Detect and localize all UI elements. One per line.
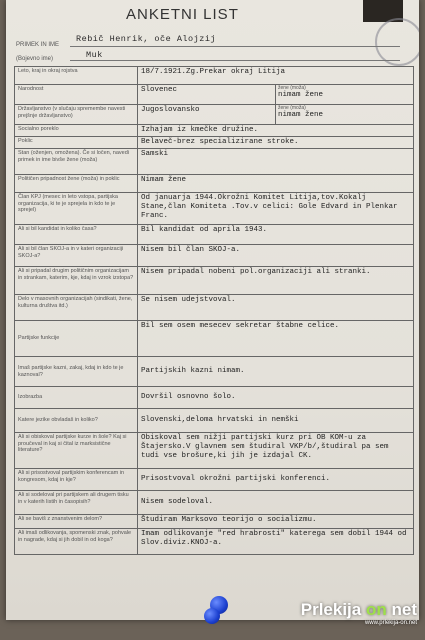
- alias-label: (Bojevno ime): [16, 56, 54, 62]
- row-label: Izobrazba: [15, 387, 138, 409]
- round-stamp: [375, 18, 419, 66]
- row-value: Izhajam iz kmečke družine.: [138, 125, 414, 137]
- row-value: Samski: [138, 149, 414, 175]
- row-value: Nisem bil član SKOJ-a.: [138, 245, 414, 267]
- row-value: Jugoslovansko: [138, 105, 276, 125]
- surname-label: PRIMEK IN IME: [16, 42, 60, 48]
- spouse-cell: [276, 85, 414, 105]
- spouse-label: žene (moža): [278, 105, 306, 111]
- row-label: Ali si sodeloval pri partijskem ali drugem tisku in v katerih listih in časopisih?: [15, 491, 138, 515]
- spouse-cell: [276, 105, 414, 125]
- brand-part1: Prlekija: [300, 600, 362, 619]
- form-row: [15, 321, 414, 357]
- brand-part2: on: [365, 600, 387, 619]
- form-row: [15, 515, 414, 529]
- form-row: [15, 67, 414, 85]
- alias-underline: [70, 60, 400, 61]
- row-label: Ali si bil član SKOJ-a in v kateri organizaciji SKOJ-a?: [15, 245, 138, 267]
- row-label: Partijske funkcije: [15, 321, 138, 357]
- row-value: Bil sem osem mesecev sekretar štabne celice.: [138, 321, 414, 357]
- row-label: Ali si prisostvoval partijskim konferencam in kongresom, kdaj in kje?: [15, 469, 138, 491]
- form-row: [15, 175, 414, 193]
- row-label: Političen pripadnost žene (moža) in poklic: [15, 175, 138, 193]
- push-pin-icon: [204, 608, 220, 624]
- form-row: [15, 267, 414, 295]
- spouse-value: nimam žene: [278, 91, 324, 99]
- row-value: Partijskih kazni nimam.: [138, 357, 414, 387]
- form-row: [15, 357, 414, 387]
- row-label: Ali si obiskoval partijske kurze in šole? Kaj si proučeval in kaj si čital iz marksistične literature?: [15, 433, 138, 469]
- form-row: [15, 433, 414, 469]
- row-value: Bil kandidat od aprila 1943.: [138, 225, 414, 245]
- form-row: [15, 469, 414, 491]
- form-row: [15, 137, 414, 149]
- row-label: Delo v masovnih organizacijah (sindikati, žene, kulturna društva itd.): [15, 295, 138, 321]
- form-row: [15, 295, 414, 321]
- surname-underline: [70, 46, 400, 47]
- watermark-url: www.prlekija-on.net: [364, 620, 417, 626]
- form-row: [15, 149, 414, 175]
- form-table: [14, 66, 414, 555]
- row-label: Stan (oženjen, omožena). Če si ločen, navedi primek in ime bivše žene (moža): [15, 149, 138, 175]
- row-value: Od januarja 1944.Okrožni Komitet Litija,tov.Kokalj Stane,član Komiteta .Tov.v celici: Gole Edvard in Plenkar Franc.: [138, 193, 414, 225]
- row-label: Katere jezike obvladaš in koliko?: [15, 409, 138, 433]
- form-row: [15, 491, 414, 515]
- watermark-brand: [301, 600, 417, 620]
- row-label: Državljanstvo (v slučaju spremembe navesti prejšnje državljanstvo): [15, 105, 138, 125]
- row-value: Imam odlikovanje "red hrabrosti" katerega sem dobil 1944 od Slov.diviz.KNOJ-a.: [138, 529, 414, 555]
- row-value: Slovenski,deloma hrvatski in nemški: [138, 409, 414, 433]
- row-label: Ali si bil kandidat in koliko časa?: [15, 225, 138, 245]
- row-value: Obiskoval sem nižji partijski kurz pri OB KOM-u za Štajersko.V glavnem sem študiral VKP/b/,študiral pa sem tudi vse brošure,ki jih je izdajal CK.: [138, 433, 414, 469]
- row-value: Študiram Marksovo teorijo o socializmu.: [138, 515, 414, 529]
- row-label: Narodnost: [15, 85, 138, 105]
- row-label: Socialno poreklo: [15, 125, 138, 137]
- row-label: Ali se baviš z znanstvenim delom?: [15, 515, 138, 529]
- brand-part3: net: [391, 600, 417, 619]
- row-value: Se nisem udejstvoval.: [138, 295, 414, 321]
- form-row: [15, 105, 414, 125]
- spouse-label: žene (moža): [278, 85, 306, 91]
- row-label: Ali si pripadal drugim političnim organizacijam in strankam, katerim, kje, kdaj in vzrok izstopa?: [15, 267, 138, 295]
- alias-value: Muk: [86, 50, 103, 60]
- form-row: [15, 529, 414, 555]
- page-title: ANKETNI LIST: [126, 6, 239, 23]
- row-value: Slovenec: [138, 85, 276, 105]
- row-value: Dovršil osnovno šolo.: [138, 387, 414, 409]
- row-label: Poklic: [15, 137, 138, 149]
- watermark: [301, 600, 417, 626]
- row-value: 18/7.1921.Zg.Prekar okraj Litija: [138, 67, 414, 85]
- spouse-value: nimam žene: [278, 111, 324, 119]
- row-label: Imaš partijske kazni, zakaj, kdaj in kdo te je kaznoval?: [15, 357, 138, 387]
- form-row: [15, 193, 414, 225]
- surname-value: Rebič Henrik, oče Alojzij: [76, 34, 217, 44]
- row-value: Nisem pripadal nobeni pol.organizaciji ali stranki.: [138, 267, 414, 295]
- row-value: Belaveč-brez specializirane stroke.: [138, 137, 414, 149]
- row-value: Nisem sodeloval.: [138, 491, 414, 515]
- row-value: Nimam žene: [138, 175, 414, 193]
- form-row: [15, 125, 414, 137]
- row-label: Leto, kraj in okraj rojstva: [15, 67, 138, 85]
- form-row: [15, 409, 414, 433]
- row-label: Član KPJ (mesec in leto vstopa, partijska organizacija, ki te je sprejela in kdo te je sprejel): [15, 193, 138, 225]
- row-label: Ali imaš odlikovanja, spomenski znak, pohvale in nagrade, kdaj si jih dobil in od koga?: [15, 529, 138, 555]
- form-row: [15, 225, 414, 245]
- row-value: Prisostvoval okrožni partijski konferenci.: [138, 469, 414, 491]
- form-row: [15, 85, 414, 105]
- form-row: [15, 387, 414, 409]
- form-row: [15, 245, 414, 267]
- questionnaire-sheet: [6, 0, 419, 620]
